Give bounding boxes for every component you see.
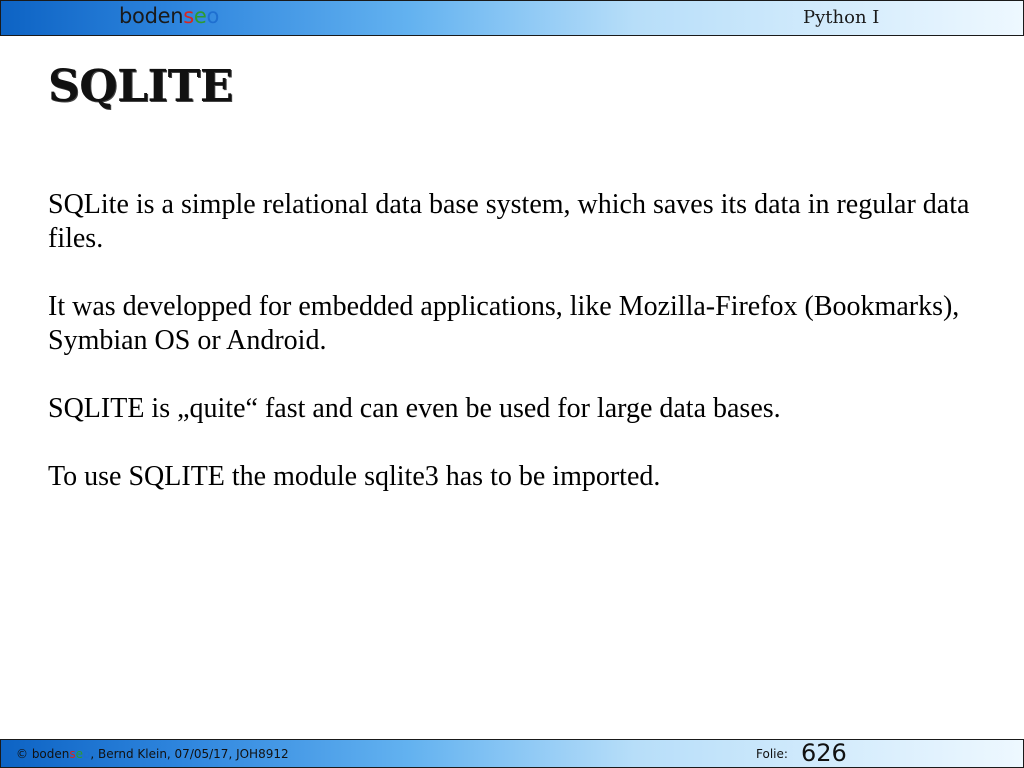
footer-copyright-prefix: © boden [16,747,70,761]
logo-letter-s: s [183,4,194,28]
footer-logo-letter-e: e [75,747,84,761]
logo-letter-o: o [206,4,220,28]
course-title: Python I [803,7,880,28]
paragraph-embedded-usage: It was developped for embedded applications, like Mozilla-Firefox (Bookmarks), Symbian OS or Android. [48,291,960,356]
logo-text-boden: boden [119,4,184,28]
footer-logo-letter-s: s [69,747,76,761]
slide-content [48,188,978,528]
paragraph-performance: SQLITE is „quite“ fast and can even be used for large data bases. [48,393,781,424]
footer-logo-letter-o: o [83,747,91,761]
slide-number: 626 [801,739,847,767]
paragraph-import-module: To use SQLITE the module sqlite3 has to be imported. [48,461,661,492]
paragraph-sqlite-description: SQLite is a simple relational data base system, which saves its data in regular data files. [48,189,970,254]
bodenseo-logo [119,4,219,28]
slide-number-label: Folie: [756,747,788,761]
header-bar [0,0,1024,36]
logo-letter-e: e [193,4,207,28]
footer-copyright-suffix: , Bernd Klein, 07/05/17, JOH8912 [90,747,289,761]
page-title: SQLITE [48,61,233,112]
footer-copyright [16,747,289,761]
footer-bar [0,739,1024,768]
